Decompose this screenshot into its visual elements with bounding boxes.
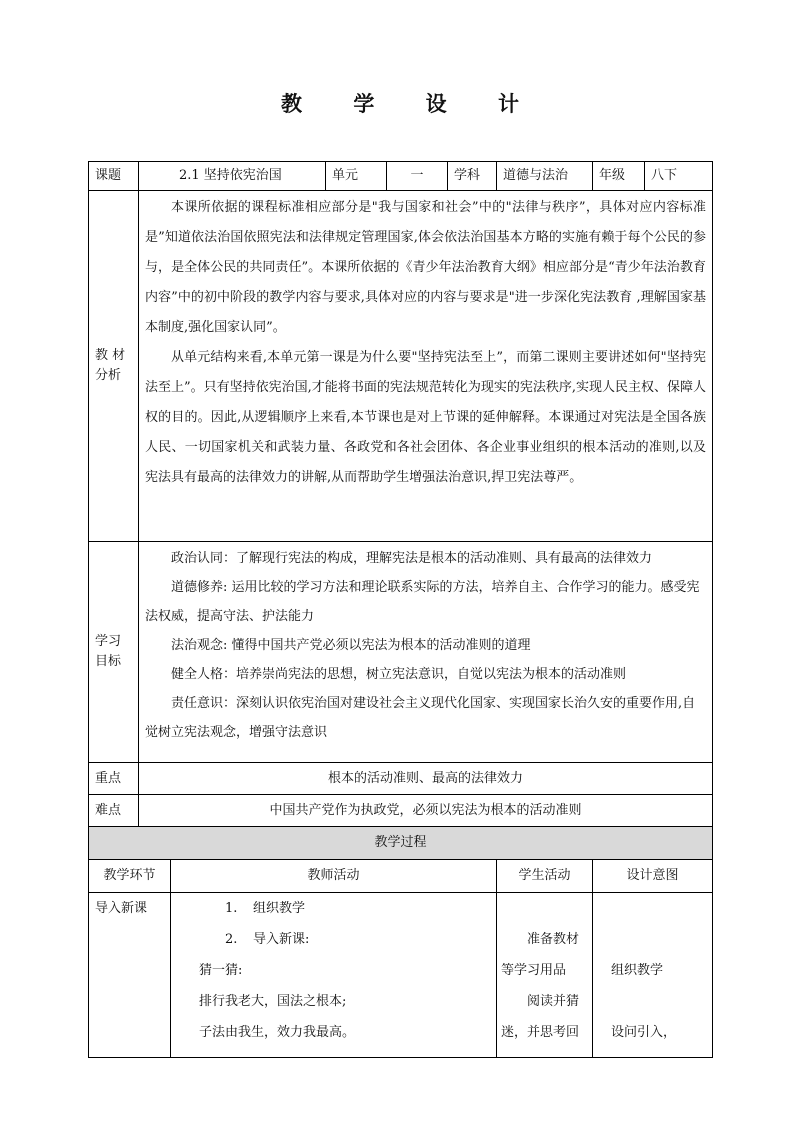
analysis-content: [139, 191, 713, 542]
page-title: 教 学 设 计: [281, 92, 541, 116]
analysis-paragraph-2: 从单元结构来看,本单元第一课是为什么要"坚持宪法至上”，而第二课则主要讲述如何"坚持宪法至上”。只有坚持依宪治国,才能将书面的宪法规范转化为现实的宪法秩序,实现人民主权、保障人权的目的。因此,从逻辑顺序上来看,本节课也是对上节课的延伸解释。本课通过对宪法是全国各族人民、一切国家机关和武装力量、各政党和各社会团体、各企业事业组织的根本活动的准则,以及宪法具有最高的法律效力的讲解,从而帮助学生增强法治意识,捍卫宪法尊严。: [145, 350, 707, 485]
analysis-label: 教 材 分析: [89, 191, 139, 542]
student-line-2: 等学习用品: [501, 963, 567, 978]
unit-value: 一: [387, 162, 448, 191]
student-line-1: 准备教材: [527, 932, 580, 947]
column-student: 学生活动: [497, 860, 593, 893]
design-line-1: 组织教学: [611, 963, 664, 978]
objective-moral: 道德修养: 运用比较的学习方法和理论联系实际的方法，培养自主、合作学习的能力。感受宪法权威，提高守法、护法能力: [145, 580, 700, 624]
subject-label: 学科: [448, 162, 497, 191]
column-design: 设计意图: [593, 860, 713, 893]
key-point-value: 根本的活动准则、最高的法律效力: [139, 763, 713, 795]
subject-value: 道德与法治: [497, 162, 593, 191]
grade-label: 年级: [593, 162, 645, 191]
objective-legal: 法治观念: 懂得中国共产党必须以宪法为根本的活动准则的道理: [171, 638, 531, 653]
teacher-line-1: 猜一猜:: [199, 963, 243, 978]
objective-responsibility: 责任意识：深刻认识依宪治国对建设社会主义现代化国家、实现国家长治久安的重要作用,自觉树立宪法观念，增强守法意识: [145, 696, 696, 740]
objectives-row: [89, 542, 713, 763]
teacher-item-1: 1. 组织教学: [225, 901, 306, 916]
objectives-content: [139, 542, 713, 763]
teacher-cell: [171, 893, 497, 1058]
key-point-label: 重点: [89, 763, 139, 795]
design-line-2: 设问引入，: [611, 1025, 677, 1040]
column-stage: 教学环节: [89, 860, 171, 893]
objective-political: 政治认同：了解现行宪法的构成，理解宪法是根本的活动准则、具有最高的法律效力: [171, 551, 653, 566]
design-cell: [593, 893, 713, 1058]
analysis-row: [89, 191, 713, 542]
student-line-3: 阅读并猜: [527, 994, 580, 1009]
process-header: 教学过程: [89, 827, 713, 860]
topic-label: 课题: [89, 162, 139, 191]
lesson-plan-table: [88, 161, 713, 1058]
topic-value: 2.1 坚持依宪治国: [139, 162, 326, 191]
objective-personality: 健全人格：培养崇尚宪法的思想，树立宪法意识，自觉以宪法为根本的活动准则: [171, 667, 627, 682]
key-point-row: [89, 763, 713, 795]
teacher-line-3: 子法由我生，效力我最高。: [199, 1025, 356, 1040]
difficulty-row: [89, 795, 713, 827]
teacher-item-2: 2. 导入新课:: [225, 932, 310, 947]
difficulty-value: 中国共产党作为执政党，必须以宪法为根本的活动准则: [139, 795, 713, 827]
difficulty-label: 难点: [89, 795, 139, 827]
unit-label: 单元: [326, 162, 387, 191]
info-row: [89, 162, 713, 191]
grade-value: 八下: [645, 162, 713, 191]
analysis-paragraph-1: 本课所依据的课程标准相应部分是"我与国家和社会”中的"法律与秩序”，具体对应内容标准是”知道依法治国依照宪法和法律规定管理国家,体会依法治国基本方略的实施有赖于每个公民的参与，是全体公民的共同责任”。本课所依据的《青少年法治教育大纲》相应部分是“青少年法治教育内容”中的初中阶段的教学内容与要求,具体对应的内容与要求是"进一步深化宪法教育 ,理解国家基本制度,强化国家认同”。: [145, 200, 707, 335]
column-teacher: 教师活动: [171, 860, 497, 893]
process-row-intro: [89, 893, 713, 1058]
teacher-line-2: 排行我老大，国法之根本;: [199, 994, 347, 1009]
student-line-4: 迷，并思考回: [501, 1025, 580, 1040]
objectives-label: 学习 目标: [89, 542, 139, 763]
stage-cell: 导入新课: [89, 893, 171, 1058]
process-header-row: [89, 827, 713, 860]
student-cell: [497, 893, 593, 1058]
process-columns-row: [89, 860, 713, 893]
